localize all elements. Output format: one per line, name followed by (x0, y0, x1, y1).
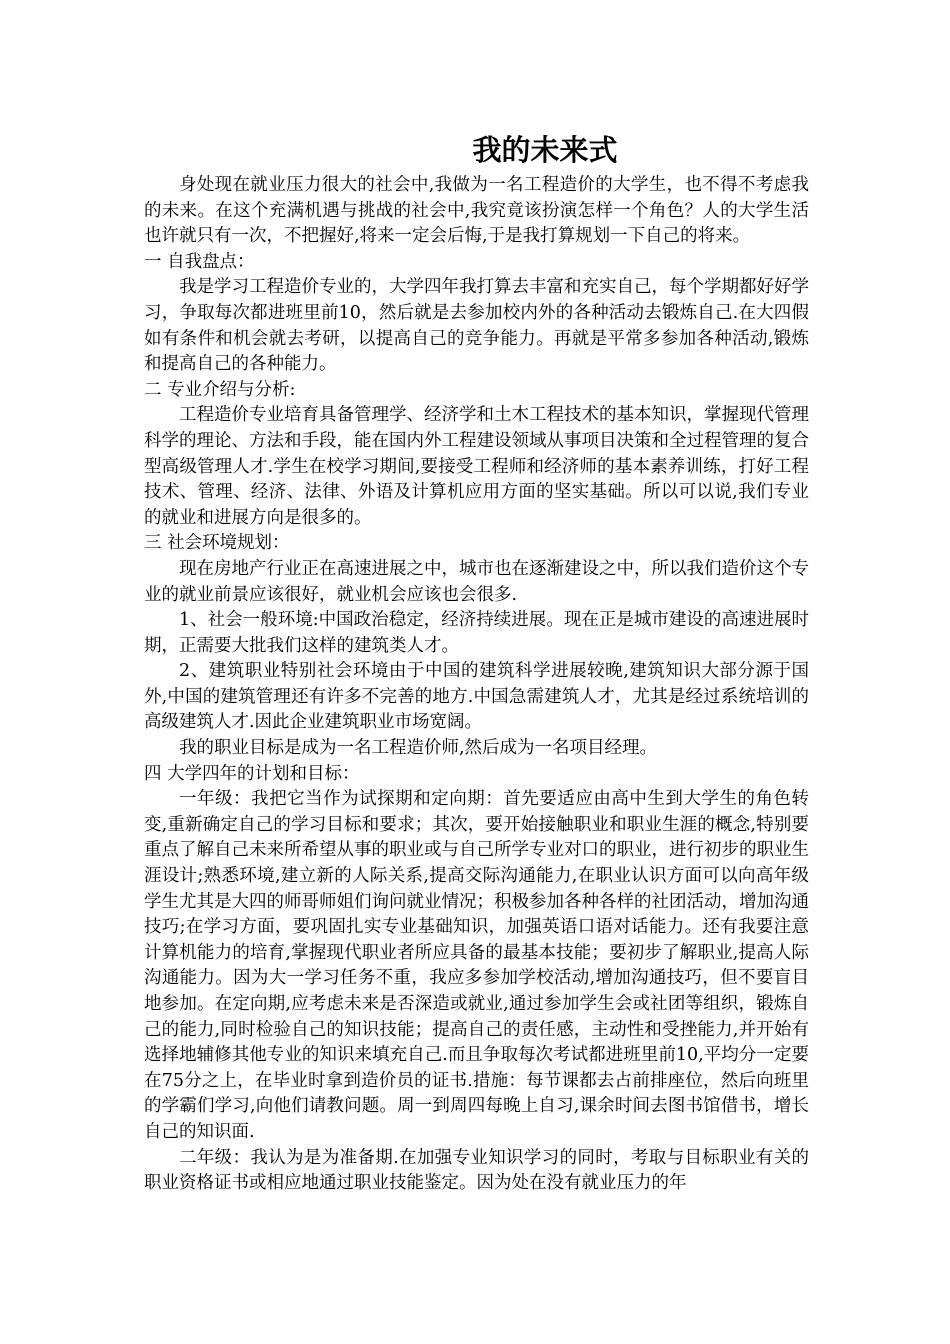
major-analysis-paragraph: 工程造价专业培育具备管理学、经济学和土木工程技术的基本知识，掌握现代管理科学的理论、方法和手段，能在国内外工程建设领域从事项目决策和全过程管理的复合型高级管理人才.学生在校学习期间,要接受工程师和经济师的基本素养训练，打好工程技术、管理、经济、法律、外语及计算机应用方面的坚实基础。所以可以说,我们专业的就业和进展方向是很多的。 (144, 405, 809, 528)
self-assessment-paragraph: 我是学习工程造价专业的，大学四年我打算去丰富和充实自己，每个学期都好好学习，争取每次都进班里前10，然后就是去参加校内外的各种活动去锻炼自己.在大四假如有条件和机会就去考研，以提高自己的竞争能力。再就是平常多参加各种活动,锻炼和提高自己的各种能力。 (144, 277, 809, 375)
intro-paragraph: 身处现在就业压力很大的社会中,我做为一名工程造价的大学生，也不得不考虑我的未来。在这个充满机遇与挑战的社会中,我究竟该扮演怎样一个角色？人的大学生活也许就只有一次，不把握好,将来一定会后悔,于是我打算规划一下自己的将来。 (144, 175, 809, 247)
first-year-paragraph: 一年级：我把它当作为试探期和定向期：首先要适应由高中生到大学生的角色转变,重新确定自己的学习目标和要求；其次，要开始接触职业和职业生涯的概念,特别要重点了解自己未来所希望从事的职业或与自己所学专业对口的职业，进行初步的职业生涯设计;熟悉环境,建立新的人际关系,提高交际沟通能力,在职业认识方面可以向高年级学生尤其是大四的师哥师姐们询问就业情况；积极参加各种各样的社团活动，增加沟通技巧;在学习方面，要巩固扎实专业基础知识，加强英语口语对话能力。还有我要注意计算机能力的培育,掌握现代职业者所应具备的最基本技能；要初步了解职业,提高人际沟通能力。因为大一学习任务不重，我应多参加学校活动,增加沟通技巧，但不要盲目地参加。在定向期,应考虑未来是否深造或就业,通过参加学生会或社团等组织，锻炼自己的能力,同时检验自己的知识技能；提高自己的责任感，主动性和受挫能力,并开始有选择地辅修其他专业的知识来填充自己.而且争取每次考试都进班里前10,平均分一定要在75分之上，在毕业时拿到造价员的证书.措施：每节课都去占前排座位，然后向班里的学霸们学习,向他们请教问题。周一到周四每晚上自习,课余时间去图书馆借书，增长自己的知识面. (144, 789, 809, 1142)
section-heading-four-year-plan: 四 大学四年的计划和目标： (144, 763, 360, 784)
career-goal-paragraph: 我的职业目标是成为一名工程造价师,然后成为一名项目经理。 (179, 738, 658, 759)
section-heading-social-environment: 三 社会环境规划： (144, 533, 290, 554)
second-year-paragraph: 二年级：我认为是为准备期.在加强专业知识学习的同时，考取与目标职业有关的职业资格证书或相应地通过职业技能鉴定。因为处在没有就业压力的年 (144, 1147, 809, 1194)
social-environment-paragraph: 现在房地产行业正在高速进展之中，城市也在逐渐建设之中，所以我们造价这个专业的就业前景应该很好，就业机会应该也会很多. (144, 558, 809, 605)
section-heading-major-analysis: 二 专业介绍与分析: (144, 379, 296, 400)
general-environment-paragraph: 1、社会一般环境:中国政治稳定，经济持续进展。现在正是城市建设的高速进展时期，正需要大批我们这样的建筑类人才。 (144, 610, 809, 656)
industry-environment-paragraph: 2、建筑职业特别社会环境由于中国的建筑科学进展较晚,建筑知识大部分源于国外,中国的建筑管理还有许多不完善的地方.中国急需建筑人才，尤其是经过系统培训的高级建筑人才.因此企业建筑职业市场宽阔。 (144, 661, 809, 733)
section-heading-self-assessment: 一 自我盘点： (144, 251, 255, 272)
document-body (144, 173, 809, 1197)
document-title: 我的未来式 (472, 133, 618, 167)
